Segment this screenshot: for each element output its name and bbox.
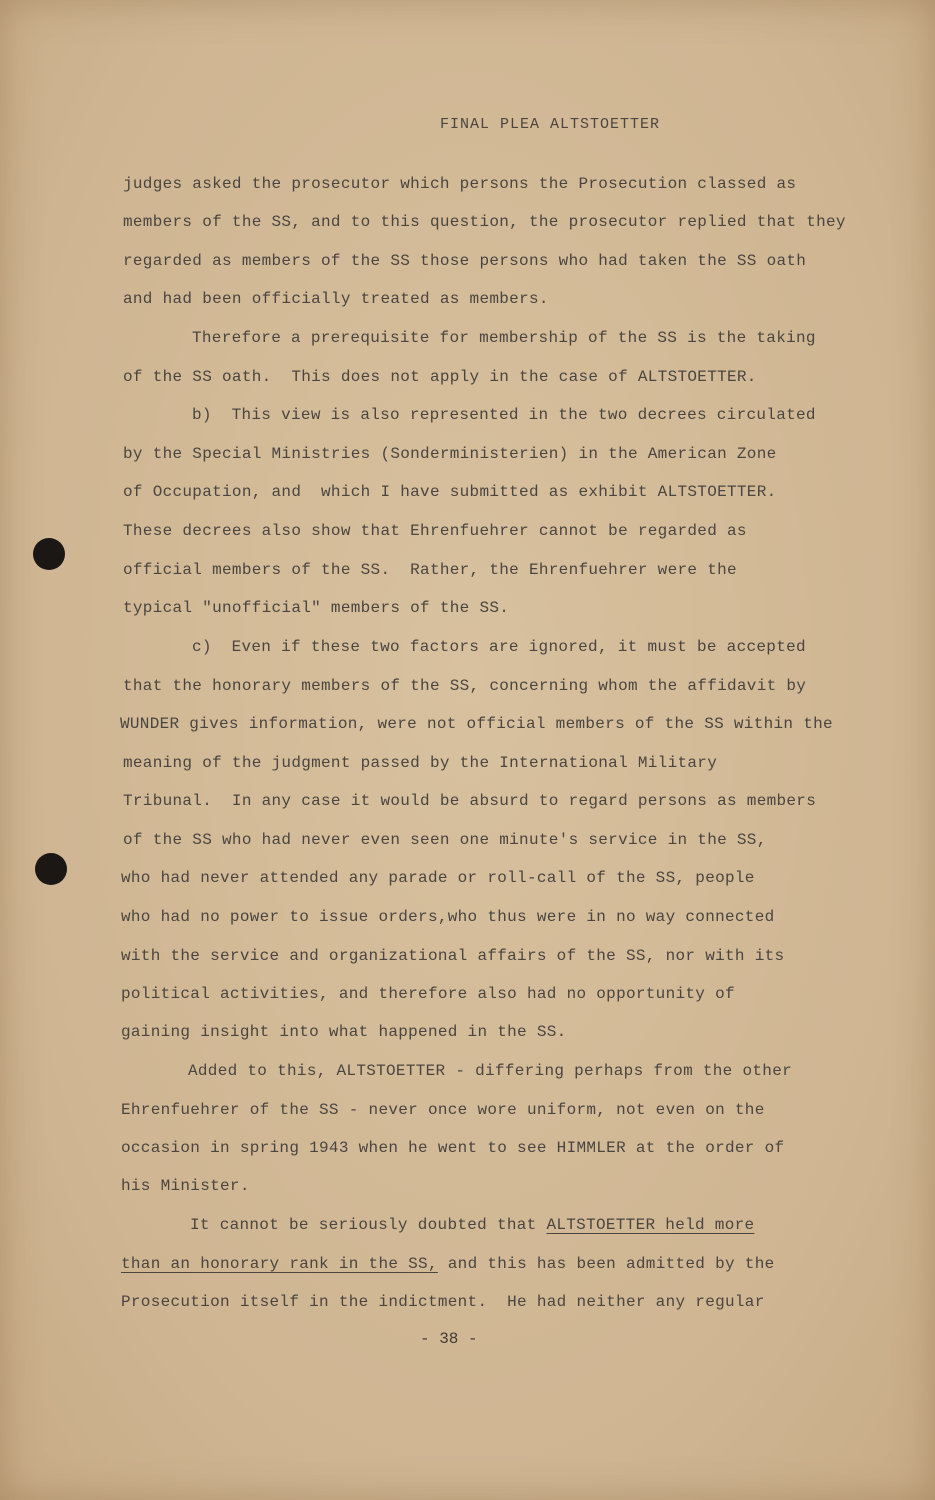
text-line: political activities, and therefore also had no opportunity of [121,985,735,1003]
text-line: gaining insight into what happened in the SS. [121,1023,567,1041]
text-line: Therefore a prerequisite for membership of the SS is the taking [192,329,816,347]
text-segment: and this has been admitted by the [437,1255,775,1273]
text-line [190,1215,754,1235]
text-line: occasion in spring 1943 when he went to see HIMMLER at the order of [121,1139,785,1157]
text-line: his Minister. [121,1177,250,1195]
text-line: of the SS who had never even seen one minute's service in the SS, [123,831,767,849]
text-line: judges asked the prosecutor which persons the Prosecution classed as [123,175,797,193]
text-line: that the honorary members of the SS, concerning whom the affidavit by [123,677,807,695]
text-line: WUNDER gives information, were not official members of the SS within the [120,715,833,733]
text-line: Added to this, ALTSTOETTER - differing perhaps from the other [188,1062,792,1080]
underlined-text: than an honorary rank in the SS, [121,1255,438,1273]
text-line: regarded as members of the SS those persons who had taken the SS oath [123,252,807,270]
text-line: Ehrenfuehrer of the SS - never once wore uniform, not even on the [121,1101,765,1119]
page-title: FINAL PLEA ALTSTOETTER [440,116,661,133]
text-line: who had never attended any parade or roll-call of the SS, people [121,869,755,887]
text-segment: It cannot be seriously doubted that [190,1216,547,1234]
punch-hole [33,538,65,570]
text-line: typical "unofficial" members of the SS. [123,599,510,617]
page-number: - 38 - [420,1330,478,1348]
underlined-text: ALTSTOETTER held more [546,1216,755,1234]
text-line: c) Even if these two factors are ignored, it must be accepted [192,638,806,656]
text-line: and had been officially treated as members. [123,290,549,308]
text-line [121,1254,775,1274]
text-line: b) This view is also represented in the two decrees circulated [192,406,816,424]
text-line: These decrees also show that Ehrenfuehrer cannot be regarded as [123,522,747,540]
text-line: Prosecution itself in the indictment. He had neither any regular [121,1293,765,1311]
text-line: members of the SS, and to this question, the prosecutor replied that they [123,213,846,231]
text-line: Tribunal. In any case it would be absurd to regard persons as members [123,792,817,810]
text-line: of Occupation, and which I have submitted as exhibit ALTSTOETTER. [123,483,777,501]
text-line: official members of the SS. Rather, the Ehrenfuehrer were the [123,561,737,579]
text-line: who had no power to issue orders,who thus were in no way connected [121,908,775,926]
text-line: meaning of the judgment passed by the International Military [123,754,718,772]
punch-hole [35,853,67,885]
text-line: by the Special Ministries (Sonderministerien) in the American Zone [123,445,777,463]
text-line: with the service and organizational affairs of the SS, nor with its [121,947,785,965]
text-line: of the SS oath. This does not apply in the case of ALTSTOETTER. [123,368,757,386]
